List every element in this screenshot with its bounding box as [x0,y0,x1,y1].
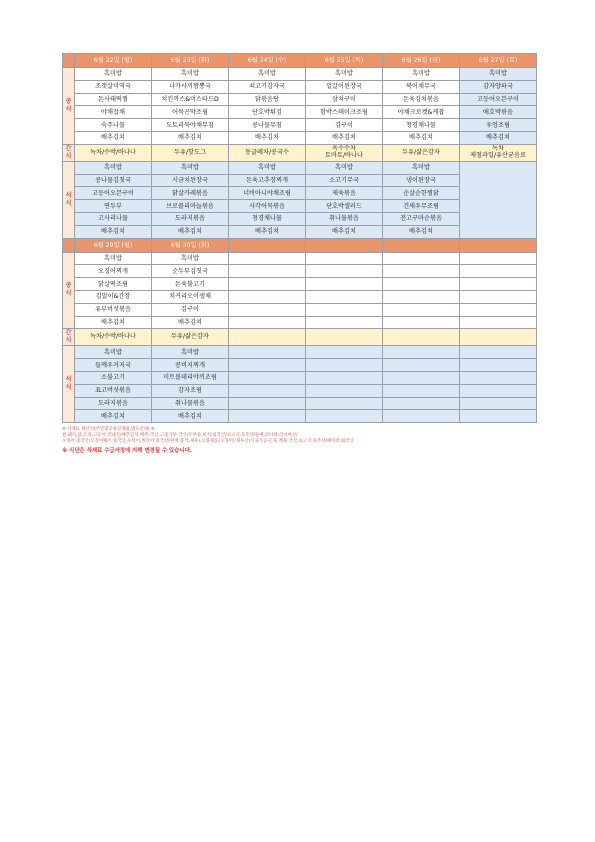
notes-line: 쌀,돼지,닭,오리,고등어:국내산/배추김치:배추-국산,고춧가루-국산/두부류,비지:외국산/쇠고기:호주산/돌배,코다리:러시아산/ [62,433,298,439]
dinner-row [63,371,537,384]
snack-line: 녹차 [492,145,504,153]
lunch-item: 배추김치 [75,316,152,329]
empty-cell [229,384,306,397]
dinner-item: 브로콜리마늘볶음 [152,200,229,213]
empty-header [306,238,383,252]
snack-line: 토마토/바나나 [325,151,363,159]
lunch-label-char: 식 [65,290,72,298]
lunch-item: 흑미밥 [75,68,152,81]
snack-label [63,144,75,161]
empty-cell [306,290,383,303]
snack-line: 옥수수차 [332,145,356,153]
lunch-item: 흑미밥 [306,68,383,81]
lunch-item: 흑미밥 [460,68,537,81]
lunch-item: 흑미밥 [75,252,152,265]
empty-cell [306,252,383,265]
lunch-item: 함박스테이크조림 [306,106,383,119]
lunch-item: 돈사태떡찜 [75,93,152,106]
empty-cell [383,278,460,291]
lunch-item: 닭볶음탕 [229,93,306,106]
snack-label-char: 식 [65,337,72,345]
lunch-row [63,68,537,81]
empty-cell [383,397,460,410]
lunch-item: 흑미밥 [152,68,229,81]
lunch-row [63,303,537,316]
empty-cell [383,316,460,329]
dinner-row [63,359,537,372]
dinner-item: 전고구마순볶음 [383,212,460,225]
dinner-label-char: 식 [65,384,72,392]
empty-header [229,238,306,252]
snack-line: 두유/핫도그 [174,148,206,156]
lunch-item: 유부버섯볶음 [75,303,152,316]
menu-page [62,53,536,455]
empty-cell [383,290,460,303]
lunch-item: 배추김치 [75,131,152,144]
lunch-row [63,316,537,329]
empty-cell [229,371,306,384]
corner-cell [63,238,75,252]
empty-cell [229,397,306,410]
snack-item [306,144,383,161]
empty-cell [460,265,537,278]
empty-header [383,238,460,252]
empty-cell [306,346,383,359]
lunch-item: 쇠고기감자국 [229,80,306,93]
empty-cell [460,359,537,372]
snack-item [460,144,537,161]
snack-item [75,144,152,161]
empty-cell [460,303,537,316]
snack-label [63,329,75,346]
dinner-item: 닭살카레볶음 [152,187,229,200]
lunch-item: 조갯살미역국 [75,80,152,93]
lunch-label-char: 중 [65,282,72,290]
dinner-item: 배추김치 [383,225,460,238]
lunch-item: 오징어찌개 [75,265,152,278]
dinner-row [63,346,537,359]
empty-cell [229,329,306,346]
empty-cell [383,346,460,359]
empty-cell [306,278,383,291]
lunch-item: 돈육김치볶음 [383,93,460,106]
lunch-item: 배추김치 [152,316,229,329]
day-header: 6월 22일 (월) [75,54,152,68]
lunch-label-char: 중 [65,97,72,105]
empty-cell [460,278,537,291]
lunch-item: 북어채무국 [383,80,460,93]
dinner-row [63,410,537,423]
snack-line: 동글레차/콩국수 [245,148,289,156]
lunch-item: 흑미밥 [152,252,229,265]
lunch-item: 청경채나물 [383,119,460,132]
dinner-item: 냉이된장국 [383,174,460,187]
lunch-label-char: 식 [65,105,72,113]
notes-title: ※ 식재료 원산지(주말및공휴일제외,별도안내) ※ [62,427,155,433]
lunch-row [63,80,537,93]
lunch-item: 김말이&간장 [75,290,152,303]
empty-cell [306,397,383,410]
empty-cell [460,252,537,265]
lunch-item: 치커리오이생채 [152,290,229,303]
lunch-item: 흑미밥 [229,68,306,81]
lunch-row [63,265,537,278]
corner-cell [63,54,75,68]
dinner-item: 배추김치 [152,225,229,238]
lunch-item: 흑미밥 [383,68,460,81]
snack-line: 두유/삶은감자 [171,333,209,341]
lunch-item: 고등어오븐구이 [460,93,537,106]
dinner-label [63,161,75,238]
snack-label-char: 간 [65,329,72,337]
empty-cell [383,303,460,316]
empty-cell [229,265,306,278]
empty-cell [229,252,306,265]
dinner-item: 배추김치 [152,410,229,423]
snack-item [383,144,460,161]
dinner-item: 들깨우거지국 [75,359,152,372]
dinner-item: 취나물볶음 [152,397,229,410]
lunch-item: 돈육불고기 [152,278,229,291]
dinner-item: 흑미밥 [152,346,229,359]
lunch-item: 숙주나물 [75,119,152,132]
lunch-label [63,252,75,329]
dinner-label [63,346,75,423]
day-header: 6월 25일 (목) [306,54,383,68]
dinner-item: 고사리나물 [75,212,152,225]
dinner-item: 도라지볶음 [75,397,152,410]
empty-cell [383,384,460,397]
dinner-item: 소불고기 [75,371,152,384]
day-header: 6월 24일 (수) [229,54,306,68]
empty-cell [306,359,383,372]
empty-cell [229,290,306,303]
dinner-item: 표고버섯볶음 [75,384,152,397]
empty-header [460,238,537,252]
lunch-item: 야채잡채 [75,106,152,119]
lunch-item: 배추김치 [229,131,306,144]
empty-cell [383,410,460,423]
dinner-item: 돈육고추장찌개 [229,174,306,187]
lunch-row [63,93,537,106]
dinner-item: 흑미밥 [229,161,306,174]
dinner-item: 시금치된장국 [152,174,229,187]
snack-item [152,144,229,161]
dinner-item: 콩비지찌개 [152,359,229,372]
lunch-item: 어묵곤약조림 [152,106,229,119]
empty-cell [383,329,460,346]
empty-cell [460,346,537,359]
snack-line: 제철과일/유산균음료 [470,151,526,159]
day-header: 6월 23일 (화) [152,54,229,68]
dinner-item: 흑미밥 [383,161,460,174]
dinner-item: 흑미밥 [152,161,229,174]
empty-cell [229,410,306,423]
lunch-row [63,131,537,144]
notes-line: 오징어:중국산/오징어채스:중국산,우럭어,쫄깃어:외국산(원재:중국,제루),요몽제품(오징어):제루산/식육가공-돈육,계육:국산,쇠고기:호주산/헤이킨:외국산 [62,439,354,445]
dinner-item: 콩나물김칫국 [75,174,152,187]
dinner-item: 배추김치 [75,225,152,238]
empty-cell [460,371,537,384]
lunch-row [63,252,537,265]
empty-cell [306,303,383,316]
dinner-item: 흑미밥 [75,346,152,359]
lunch-item: 김구이 [152,303,229,316]
lunch-item: 야채크로켓&케찹 [383,106,460,119]
empty-cell [383,265,460,278]
empty-cell [306,329,383,346]
dinner-item: 흑미밥 [306,161,383,174]
empty-cell [460,329,537,346]
dinner-row [63,397,537,410]
empty-cell [306,265,383,278]
lunch-item: 배추김치 [152,131,229,144]
empty-cell [229,359,306,372]
dinner-item: 순살순한찜닭 [383,187,460,200]
dinner-item: 단호박샐러드 [306,200,383,213]
lunch-item: 얼갈이된장국 [306,80,383,93]
snack-line: 두유/삶은감자 [402,148,440,156]
lunch-item: 나가사끼짬뽕국 [152,80,229,93]
snack-row [63,329,537,346]
empty-cell [306,371,383,384]
lunch-item: 배추김치 [383,131,460,144]
dinner-item: 감자조림 [152,384,229,397]
snack-label-char: 간 [65,144,72,152]
lunch-item: 우엉조림 [460,119,537,132]
dinner-item: 사각어묵볶음 [229,200,306,213]
snack-row [63,144,537,161]
dinner-row [63,384,537,397]
empty-cell [460,384,537,397]
day-header: 6월 29일 (월) [75,238,152,252]
lunch-item: 배추김치 [460,131,537,144]
empty-cell [306,384,383,397]
dinner-label-char: 식 [65,199,72,207]
menu-table [62,53,537,423]
lunch-item: 삼치구이 [306,93,383,106]
day-header: 6월 27일 (토) [460,54,537,68]
day-header: 6월 26일 (금) [383,54,460,68]
lunch-row [63,119,537,132]
lunch-item: 김구이 [306,119,383,132]
empty-cell [460,410,537,423]
dinner-item: 흑미밥 [75,161,152,174]
dinner-item: 소고기무국 [306,174,383,187]
snack-item [229,144,306,161]
dinner-item: 배추김치 [306,225,383,238]
dinner-item: 청경채나물 [229,212,306,225]
snack-item [152,329,229,346]
empty-cell [229,303,306,316]
dinner-item: 배추김치 [75,410,152,423]
lunch-item: 콩나물무침 [229,119,306,132]
lunch-row [63,278,537,291]
dinner-item: 고등어오븐구이 [75,187,152,200]
dinner-item: 취나물볶음 [306,212,383,225]
snack-item [75,329,152,346]
dinner-label-char: 석 [65,191,72,199]
snack-line: 녹차/수박/바나나 [89,148,136,156]
lunch-item: 단호박튀김 [229,106,306,119]
lunch-item: 애호박볶음 [460,106,537,119]
empty-cell [383,359,460,372]
lunch-row [63,290,537,303]
lunch-label [63,68,75,145]
empty-cell [229,278,306,291]
lunch-row [63,106,537,119]
lunch-item: 닭살떡조림 [75,278,152,291]
empty-cell [460,290,537,303]
dinner-item: 제육볶음 [306,187,383,200]
saturday-no-dinner [460,161,537,238]
empty-cell [306,410,383,423]
lunch-item: 도토리묵야채무침 [152,119,229,132]
empty-cell [383,252,460,265]
empty-cell [383,371,460,384]
lunch-item: 감자양파국 [460,80,537,93]
empty-cell [229,346,306,359]
empty-cell [306,316,383,329]
lunch-item: 배추김치 [306,131,383,144]
dinner-item: 연두부 [75,200,152,213]
dinner-label-char: 석 [65,376,72,384]
change-notice: ※ 식단은 식재료 수급사정에 의해 변경될 수 있습니다. [62,448,192,455]
empty-cell [460,316,537,329]
origin-notes [62,427,536,455]
empty-cell [229,316,306,329]
lunch-item: 치킨까스&머스타드D [152,93,229,106]
dinner-item: 너비아니야채조림 [229,187,306,200]
day-header: 6월 30일 (화) [152,238,229,252]
dinner-item: 배추김치 [229,225,306,238]
dinner-item: 미트볼데리야끼조림 [152,371,229,384]
lunch-item: 순두부김칫국 [152,265,229,278]
empty-cell [460,397,537,410]
dinner-item: 도라지볶음 [152,212,229,225]
dinner-row [63,161,537,174]
snack-label-char: 식 [65,152,72,160]
dinner-item: 건새우무조림 [383,200,460,213]
snack-line: 녹차/수박/바나나 [89,333,136,341]
